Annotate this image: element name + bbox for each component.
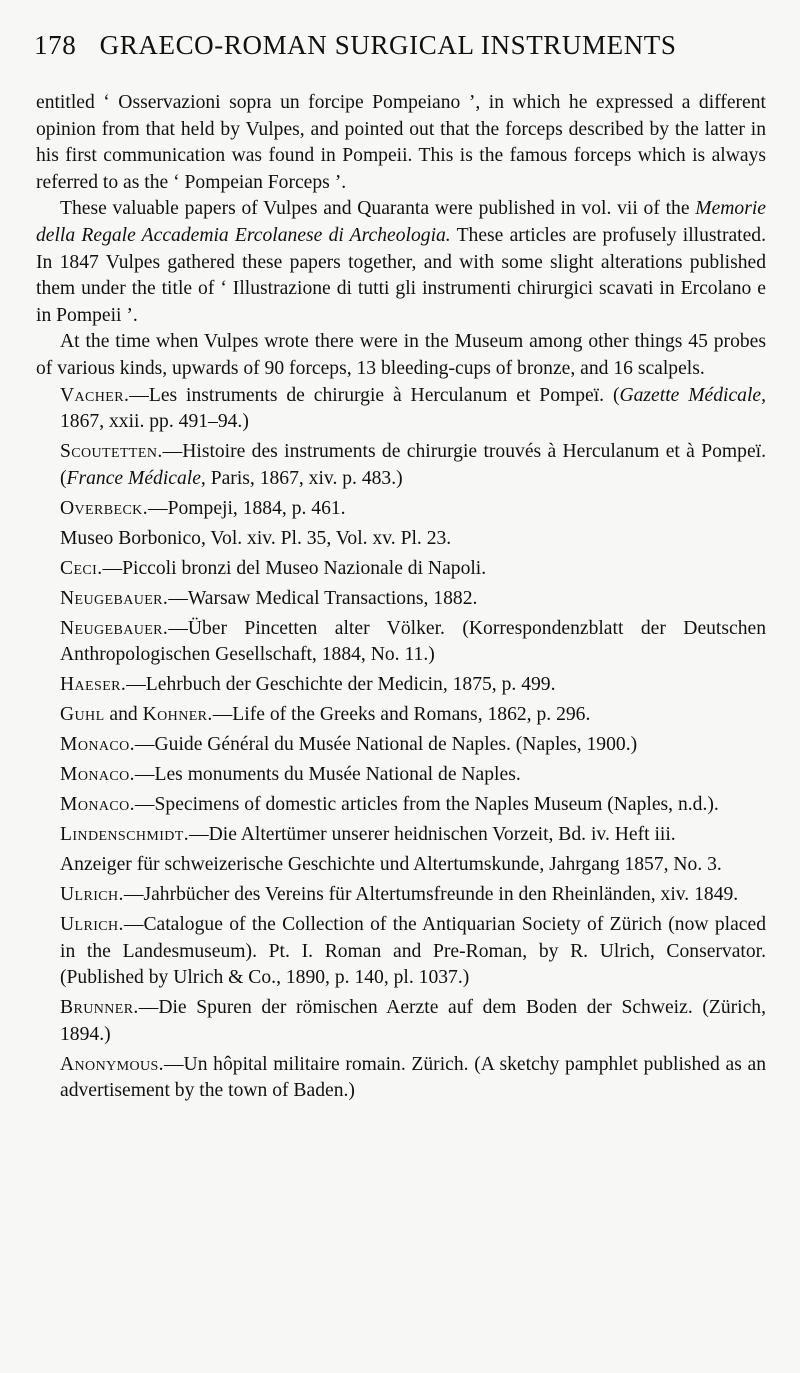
- reference-guhl-kohner: [36, 702, 766, 729]
- reference-author: Ulrich.: [60, 884, 124, 906]
- paragraph-2: [36, 196, 766, 329]
- running-head: GRAECO-ROMAN SURGICAL INSTRUMENTS: [99, 30, 677, 60]
- paragraph-3: [36, 329, 766, 382]
- reference-monaco-1: [36, 732, 766, 759]
- reference-text-continued: Paris, 1867, xiv. p. 483.): [205, 467, 403, 489]
- reference-author: Neugebauer.: [60, 587, 169, 609]
- reference-neugebauer-1: [36, 586, 766, 613]
- reference-text: —Jahrbücher des Vereins für Altertumsfreunde in den Rheinländen, xiv. 1849.: [123, 884, 739, 906]
- reference-anzeiger: [36, 852, 766, 879]
- reference-text: —Specimens of domestic articles from the Naples Museum (Naples, n.d.).: [134, 794, 719, 816]
- reference-text: —Pompeji, 1884, p. 461.: [148, 497, 346, 519]
- reference-text: —Histoire des instruments de chirurgie trouvés à Herculanum et à Pompeï. (: [60, 441, 766, 489]
- reference-text: Museo Borbonico, Vol. xiv. Pl. 35, Vol. xv. Pl. 23.: [60, 527, 452, 549]
- reference-author: Monaco.: [60, 734, 135, 756]
- reference-journal: France Médicale,: [66, 467, 206, 489]
- reference-author: Brunner.: [60, 997, 139, 1019]
- reference-museo-borbonico: [36, 526, 766, 553]
- reference-ulrich-2: [36, 912, 766, 992]
- reference-text-continued: 1867, xxii. pp. 491–94.): [60, 411, 249, 433]
- reference-author: Monaco.: [60, 794, 135, 816]
- reference-author: Lindenschmidt.: [60, 824, 190, 846]
- reference-text: —Piccoli bronzi del Museo Nazionale di Napoli.: [102, 557, 487, 579]
- paragraph-1: [36, 90, 766, 196]
- reference-monaco-2: [36, 762, 766, 789]
- reference-author: Anonymous.: [60, 1053, 164, 1075]
- paragraph-2-journal-title: Memorie della Regale Accademia Ercolanese di Archeologia.: [36, 198, 766, 246]
- reference-text: —Un hôpital militaire romain. Zürich. (A sketchy pamphlet published as an advertisement by the town of Baden.): [60, 1053, 766, 1102]
- reference-anonymous: [36, 1052, 766, 1105]
- reference-text: Anzeiger für schweizerische Geschichte und Altertumskunde, Jahrgang 1857, No. 3.: [60, 854, 722, 876]
- paragraph-1-text: entitled ‘ Osservazioni sopra un forcipe Pompeiano ’, in which he expressed a different opinion from that held by Vulpes, and pointed out that the forceps described by the latter in his first communication was found in Pompeii. This is the famous forceps which is always referred to as the ‘ Pompeian Forceps ’.: [36, 92, 766, 193]
- reference-text: and: [104, 704, 143, 726]
- reference-text: —Catalogue of the Collection of the Antiquarian Society of Zürich (now placed in the Landesmuseum). Pt. I. Roman and Pre-Roman, by R. Ulrich, Conservator. (Published by Ulrich & Co., 1890, p. 140, pl. 1037.): [60, 914, 766, 989]
- reference-author-2: Kohner.: [142, 704, 213, 726]
- reference-text: —Die Altertümer unserer heidnischen Vorzeit, Bd. iv. Heft iii.: [189, 824, 676, 846]
- paragraph-2-text-continued: These articles are profusely illustrated. In 1847 Vulpes gathered these papers together, and with some slight alterations published them under the title of ‘ Illustrazione di tutti gli instrumenti chirurgici scavati in Ercolano e in Pompeii ’.: [36, 224, 767, 326]
- reference-author: Vacher.: [60, 384, 130, 406]
- reference-text: —Warsaw Medical Transactions, 1882.: [168, 587, 478, 609]
- reference-author: Ulrich.: [60, 914, 124, 936]
- page-header: [34, 30, 766, 70]
- reference-text: —Guide Général du Musée National de Naples. (Naples, 1900.): [134, 734, 638, 756]
- reference-author: Ceci.: [60, 557, 103, 579]
- page-body: [36, 90, 766, 1108]
- reference-vacher: [36, 383, 766, 436]
- reference-brunner: [36, 995, 766, 1048]
- reference-monaco-3: [36, 792, 766, 819]
- reference-author: Overbeck.: [60, 497, 148, 519]
- reference-scoutetten: [36, 439, 766, 492]
- reference-text: —Über Pincetten alter Völker. (Korrespondenzblatt der Deutschen Anthropologischen Gesellschaft, 1884, No. 11.): [60, 617, 766, 666]
- reference-overbeck: [36, 496, 766, 523]
- reference-author: Guhl: [60, 704, 105, 726]
- reference-text: —Lehrbuch der Geschichte der Medicin, 1875, p. 499.: [126, 674, 556, 696]
- reference-text: —Les monuments du Musée National de Naples.: [134, 764, 521, 786]
- reference-neugebauer-2: [36, 616, 766, 669]
- page-number: 178: [34, 30, 77, 60]
- reference-ulrich-1: [36, 882, 766, 909]
- reference-author: Monaco.: [60, 764, 135, 786]
- reference-text: —Les instruments de chirurgie à Herculanum et Pompeï. (: [129, 384, 620, 406]
- reference-text: —Die Spuren der römischen Aerzte auf dem Boden der Schweiz. (Zürich, 1894.): [60, 997, 766, 1045]
- paragraph-3-text: At the time when Vulpes wrote there were in the Museum among other things 45 probes of various kinds, upwards of 90 forceps, 13 bleeding-cups of bronze, and 16 scalpels.: [36, 331, 766, 379]
- reference-author: Haeser.: [60, 674, 127, 696]
- reference-text-continued: —Life of the Greeks and Romans, 1862, p. 296.: [212, 704, 591, 726]
- reference-haeser: [36, 672, 766, 699]
- reference-ceci: [36, 556, 766, 583]
- reference-author: Neugebauer.: [60, 617, 169, 639]
- reference-author: Scoutetten.: [60, 441, 163, 463]
- reference-journal: Gazette Médicale,: [619, 384, 767, 406]
- reference-lindenschmidt: [36, 822, 766, 849]
- paragraph-2-text: These valuable papers of Vulpes and Quaranta were published in vol. vii of the: [60, 198, 696, 220]
